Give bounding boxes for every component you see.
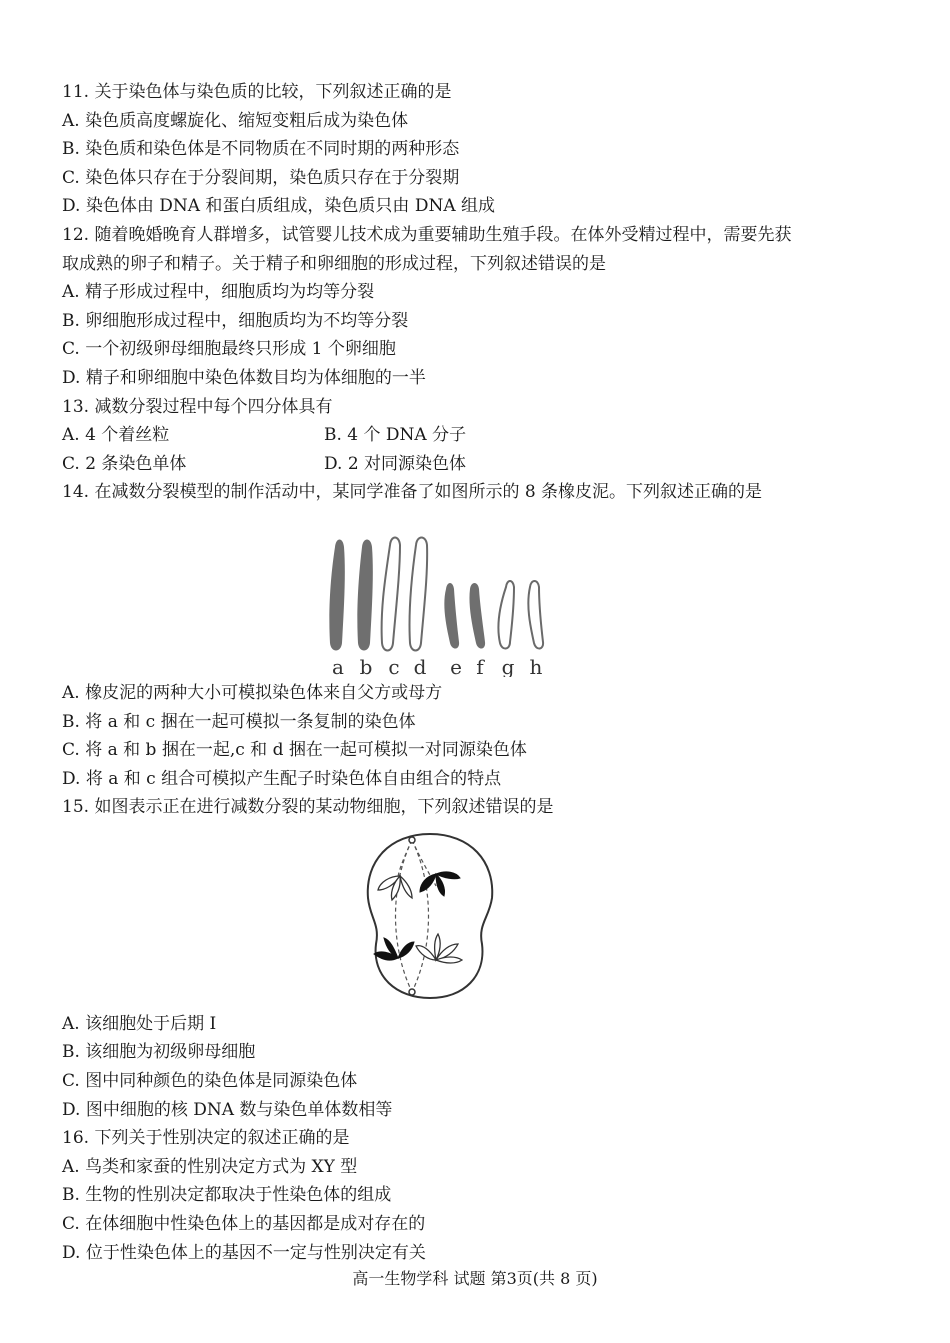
chromosome-black-lower <box>374 938 414 960</box>
q14-option-b: B. 将 a 和 c 捆在一起可模拟一条复制的染色体 <box>62 711 416 732</box>
clay-strip-e <box>444 583 459 649</box>
strip-label-a: a <box>332 654 344 677</box>
centriole-top <box>409 837 415 843</box>
clay-strip-b <box>357 539 372 650</box>
spindle <box>396 840 437 992</box>
strip-label-b: b <box>359 654 373 677</box>
chromosome-black-upper <box>420 872 460 896</box>
q14-stem: 14. 在减数分裂模型的制作活动中，某同学准备了如图所示的 8 条橡皮泥。下列叙述正确的是 <box>62 482 763 503</box>
q15-option-c: C. 图中同种颜色的染色体是同源染色体 <box>62 1071 358 1092</box>
centriole-bottom <box>409 989 415 995</box>
dividing-cell-figure <box>360 826 500 1006</box>
q12-stem-line1: 12. 随着晚婚晚育人群增多，试管婴儿技术成为重要辅助生殖手段。在体外受精过程中，需要先获 <box>62 224 792 245</box>
q12-option-c: C. 一个初级卵母细胞最终只形成 1 个卵细胞 <box>62 339 396 360</box>
strip-label-g: g <box>501 654 515 677</box>
q16-stem: 16. 下列关于性别决定的叙述正确的是 <box>62 1128 350 1149</box>
q15-stem: 15. 如图表示正在进行减数分裂的某动物细胞，下列叙述错误的是 <box>62 797 554 818</box>
q13-option-d: D. 2 对同源染色体 <box>324 453 467 474</box>
strip-label-d: d <box>413 654 427 677</box>
q12-option-d: D. 精子和卵细胞中染色体数目均为体细胞的一半 <box>62 367 426 388</box>
strip-label-h: h <box>529 654 543 677</box>
q14-figure <box>62 507 892 679</box>
clay-strips-figure <box>310 513 630 677</box>
q14-option-c: C. 将 a 和 b 捆在一起,c 和 d 捆在一起可模拟一对同源染色体 <box>62 740 527 761</box>
q13-options-row1 <box>62 421 892 450</box>
chromosome-white-lower <box>416 934 462 963</box>
q13-option-c: C. 2 条染色单体 <box>62 453 187 474</box>
page-footer: 高一生物学科 试题 第3页(共 8 页) <box>352 1269 598 1288</box>
q16-option-c: C. 在体细胞中性染色体上的基因都是成对存在的 <box>62 1214 426 1235</box>
q16-option-a: A. 鸟类和家蚕的性别决定方式为 XY 型 <box>62 1156 358 1177</box>
question-list <box>62 78 892 1267</box>
q12-option-b: B. 卵细胞形成过程中，细胞质均为不均等分裂 <box>62 310 409 331</box>
strip-label-f: f <box>476 654 484 677</box>
q15-option-a: A. 该细胞处于后期 I <box>62 1013 217 1034</box>
q13-stem: 13. 减数分裂过程中每个四分体具有 <box>62 396 333 417</box>
q11-option-c: C. 染色体只存在于分裂间期，染色质只存在于分裂期 <box>62 167 460 188</box>
clay-strip-h <box>528 581 543 649</box>
chromosome-white-upper <box>378 876 412 900</box>
strip-label-c: c <box>388 654 400 677</box>
clay-strip-a <box>329 539 344 650</box>
clay-strip-d <box>409 537 427 650</box>
clay-strip-g <box>498 581 514 649</box>
q15-figure <box>62 822 892 1010</box>
q13-options-row2 <box>62 450 892 479</box>
clay-strip-f <box>469 583 485 649</box>
strip-label-e: e <box>450 654 462 677</box>
q11-stem: 11. 关于染色体与染色质的比较，下列叙述正确的是 <box>62 82 452 102</box>
cell-membrane <box>368 834 492 998</box>
q14-option-d: D. 将 a 和 c 组合可模拟产生配子时染色体自由组合的特点 <box>62 768 502 789</box>
q16-option-b: B. 生物的性别决定都取决于性染色体的组成 <box>62 1185 392 1206</box>
q12-stem-line2: 取成熟的卵子和精子。关于精子和卵细胞的形成过程，下列叙述错误的是 <box>62 253 606 274</box>
q16-option-d: D. 位于性染色体上的基因不一定与性别决定有关 <box>62 1242 426 1263</box>
q11-option-d: D. 染色体由 DNA 和蛋白质组成，染色质只由 DNA 组成 <box>62 196 496 217</box>
q15-option-d: D. 图中细胞的核 DNA 数与染色单体数相等 <box>62 1099 393 1120</box>
q11-option-b: B. 染色质和染色体是不同物质在不同时期的两种形态 <box>62 139 460 160</box>
q14-option-a: A. 橡皮泥的两种大小可模拟染色体来自父方或母方 <box>62 682 443 703</box>
q13-option-a: A. 4 个着丝粒 <box>62 425 170 446</box>
clay-strip-c <box>382 537 400 650</box>
q12-option-a: A. 精子形成过程中，细胞质均为均等分裂 <box>62 282 375 303</box>
q11-option-a: A. 染色质高度螺旋化、缩短变粗后成为染色体 <box>62 110 409 131</box>
q15-option-b: B. 该细胞为初级卵母细胞 <box>62 1042 256 1063</box>
q13-option-b: B. 4 个 DNA 分子 <box>324 425 467 446</box>
